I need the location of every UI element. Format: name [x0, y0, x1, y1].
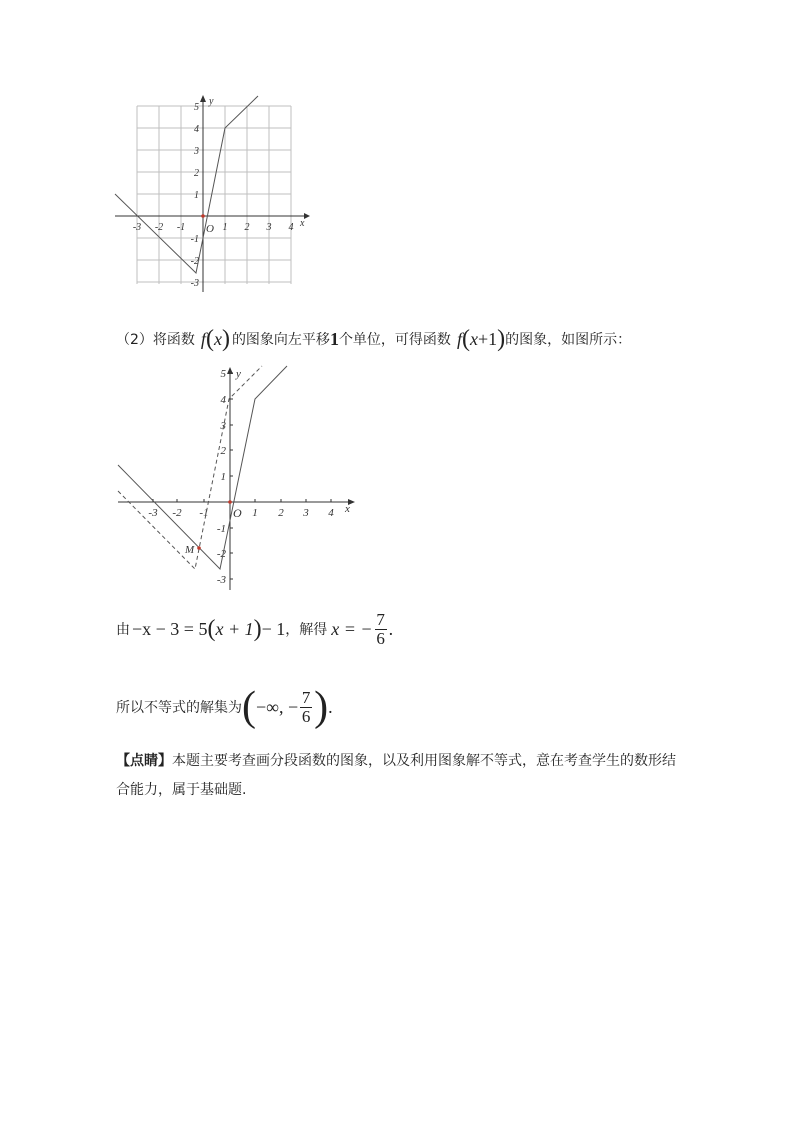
- graph-2-y-tick-labels: [217, 368, 227, 586]
- graph-1: [105, 90, 320, 295]
- graph-2-y-tick: 3: [220, 420, 226, 432]
- part-2-middle-b: 个单位，可得函数: [338, 332, 451, 348]
- graph-2-y-tick: -2: [216, 548, 226, 560]
- graph-1-x-tick: -2: [154, 222, 164, 233]
- graph-2-point-m-label: M: [185, 544, 195, 556]
- eq-paren-close: ): [253, 615, 262, 642]
- set-end: .: [328, 696, 333, 717]
- graph-1-y-tick: 2: [194, 168, 199, 179]
- graph-1-y-tick: 4: [194, 124, 199, 135]
- graph-2-x-label: x: [345, 503, 350, 515]
- part-2-line: [116, 322, 631, 356]
- graph-2-y-tick: 5: [220, 368, 226, 380]
- shift-amount: 1: [329, 328, 339, 349]
- graph-1-y-tick: 3: [194, 146, 199, 157]
- var-x-2: x: [469, 328, 478, 349]
- graph-1-x-tick: 4: [288, 222, 294, 233]
- graph-1-x-arrow: [304, 213, 310, 219]
- eq-paren-open: (: [207, 615, 216, 642]
- graph-1-x-label: x: [300, 218, 305, 229]
- var-x: x: [213, 328, 222, 349]
- graph-1-x-tick: 1: [222, 222, 228, 233]
- set-paren-open: (: [242, 684, 256, 730]
- eq-solve: ，解得: [285, 622, 328, 638]
- graph-2-y-tick: 4: [220, 394, 226, 406]
- equation-line: [116, 604, 393, 654]
- paren-close-2: ): [497, 325, 506, 352]
- eq-x-equals: x = −: [331, 618, 373, 639]
- graph-2-point-m: [197, 546, 201, 550]
- graph-2-origin-dot: [228, 500, 232, 504]
- graph-1-y-arrow: [200, 95, 206, 102]
- graph-2-origin-label: O: [233, 506, 242, 520]
- eq-prefix: 由: [116, 622, 130, 638]
- set-text: 所以不等式的解集为: [116, 700, 242, 716]
- comment-line-1: [116, 750, 676, 772]
- graph-2-y-label: y: [236, 368, 241, 380]
- graph-1-curve: [115, 96, 258, 273]
- graph-2-curve-original: [118, 366, 287, 569]
- graph-1-origin-dot: [201, 214, 205, 218]
- graph-2-y-tick: -1: [216, 523, 226, 535]
- set-fraction-den: 6: [301, 706, 311, 726]
- set-paren-close: ): [314, 684, 329, 730]
- comment-line-2: [116, 779, 246, 801]
- graph-2-y-tick: 1: [220, 471, 226, 483]
- graph-1-origin-label: O: [206, 223, 214, 235]
- graph-1-x-tick: -3: [132, 222, 142, 233]
- solution-set-line: [116, 682, 333, 732]
- graph-1-grid: [137, 106, 291, 284]
- set-fraction: [300, 689, 312, 726]
- graph-2-y-tick: 2: [220, 445, 226, 457]
- graph-1-y-tick: -2: [190, 256, 199, 267]
- graph-1-y-tick: 5: [194, 102, 199, 113]
- graph-2-x-tick: -1: [199, 507, 209, 519]
- graph-1-x-tick: 2: [244, 222, 250, 233]
- graph-2: [110, 362, 365, 594]
- graph-2-x-tick: 1: [252, 507, 258, 519]
- set-inf: −∞, −: [256, 696, 299, 717]
- func-f-shifted: f: [456, 328, 462, 349]
- graph-1-y-label: y: [209, 96, 214, 107]
- comment-text-2: 合能力，属于基础题.: [116, 782, 247, 798]
- part-2-middle-a: 的图象向左平移: [231, 332, 330, 348]
- graph-2-x-tick: 4: [328, 507, 334, 519]
- eq-fraction-den: 6: [376, 628, 385, 648]
- func-f: f: [200, 328, 206, 349]
- paren-open-2: (: [461, 325, 470, 352]
- paren-close: ): [221, 325, 230, 352]
- graph-1-x-tick: -1: [176, 222, 186, 233]
- eq-fraction-num: 7: [376, 609, 385, 629]
- eq-fraction: [375, 611, 387, 648]
- graph-2-x-tick: -3: [148, 507, 158, 519]
- graph-2-x-tick: -2: [172, 507, 182, 519]
- part-2-suffix: 的图象，如图所示：: [505, 332, 632, 348]
- graph-1-y-tick: -1: [190, 234, 199, 245]
- graph-1-y-tick: 1: [194, 190, 199, 201]
- graph-2-x-tick: 3: [303, 507, 309, 519]
- graph-1-y-tick-labels: [191, 102, 199, 289]
- eq-inner: x + 1: [215, 618, 254, 639]
- eq-rhs-tail: − 1: [261, 618, 286, 639]
- comment-text-1: 本题主要考查画分段函数的图象，以及利用图象解不等式，意在考查学生的数形结: [172, 753, 676, 769]
- eq-lhs: −x − 3 = 5: [132, 618, 208, 639]
- part-2-prefix: （2）将函数: [116, 332, 195, 348]
- graph-2-y-tick: -3: [216, 574, 226, 586]
- paren-open: (: [205, 325, 214, 352]
- plus-one: +1: [477, 328, 498, 349]
- set-fraction-num: 7: [301, 687, 311, 707]
- graph-1-y-tick: -3: [190, 278, 199, 289]
- comment-tag: 【点睛】: [116, 753, 172, 769]
- graph-1-x-tick: 3: [266, 222, 272, 233]
- eq-end: .: [388, 618, 394, 639]
- graph-2-x-tick: 2: [278, 507, 284, 519]
